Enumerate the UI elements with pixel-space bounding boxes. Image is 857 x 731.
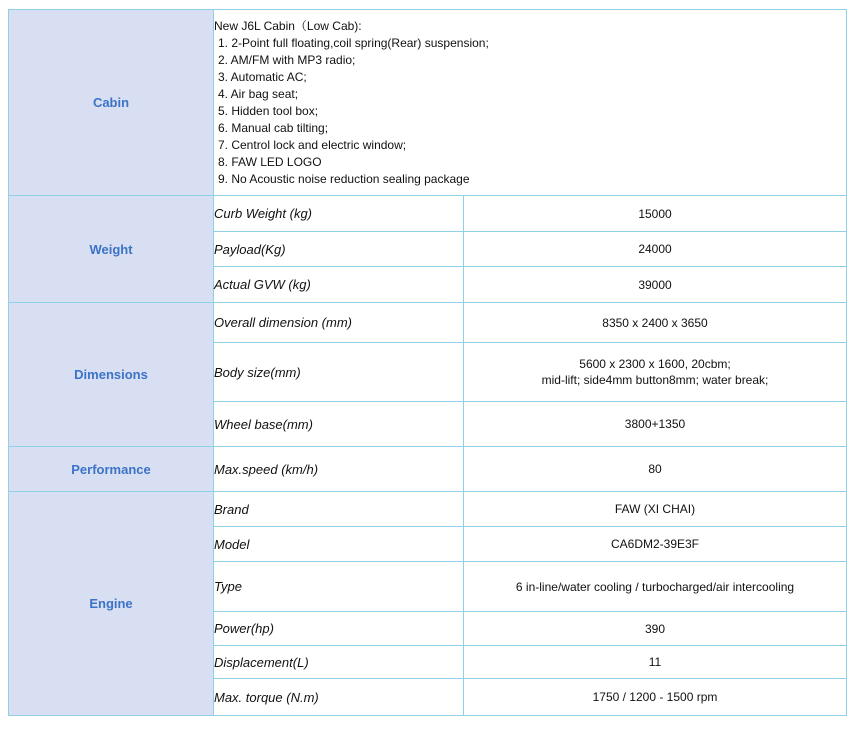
spec-value: 3800+1350: [464, 402, 847, 447]
table-row: [9, 196, 847, 232]
category-weight: Weight: [9, 196, 214, 303]
category-cabin: Cabin: [9, 10, 214, 196]
spec-value: 1750 / 1200 - 1500 rpm: [464, 679, 847, 716]
spec-value-line: mid-lift; side4mm button8mm; water break;: [541, 373, 769, 387]
spec-label: Type: [214, 562, 464, 612]
cabin-item: 7. Centrol lock and electric window;: [218, 137, 407, 152]
table-row: [9, 492, 847, 527]
spec-label: Body size(mm): [214, 343, 464, 402]
spec-label: Max.speed (km/h): [214, 447, 464, 492]
cabin-item: 1. 2-Point full floating,coil spring(Rear) suspension;: [218, 35, 489, 50]
spec-value: 390: [464, 612, 847, 646]
cabin-item: 6. Manual cab tilting;: [218, 120, 329, 135]
category-dimensions: Dimensions: [9, 303, 214, 447]
spec-label: Power(hp): [214, 612, 464, 646]
spec-table: [8, 9, 847, 716]
spec-value: 24000: [464, 232, 847, 267]
spec-label: Displacement(L): [214, 646, 464, 679]
category-engine: Engine: [9, 492, 214, 716]
spec-value-line: 5600 x 2300 x 1600, 20cbm;: [579, 357, 731, 371]
spec-label: Actual GVW (kg): [214, 267, 464, 303]
cabin-row: [9, 10, 847, 196]
cabin-title: New J6L Cabin（Low Cab):: [214, 18, 362, 33]
spec-label: Max. torque (N.m): [214, 679, 464, 716]
cabin-item: 2. AM/FM with MP3 radio;: [218, 52, 356, 67]
cabin-item: 4. Air bag seat;: [218, 86, 299, 101]
spec-label: Payload(Kg): [214, 232, 464, 267]
table-row: [9, 303, 847, 343]
spec-value: 11: [464, 646, 847, 679]
spec-value: 80: [464, 447, 847, 492]
spec-label: Wheel base(mm): [214, 402, 464, 447]
table-row: [9, 447, 847, 492]
spec-label: Overall dimension (mm): [214, 303, 464, 343]
spec-label: Model: [214, 527, 464, 562]
cabin-item: 5. Hidden tool box;: [218, 103, 319, 118]
cabin-item: 8. FAW LED LOGO: [218, 154, 322, 169]
cabin-item: 9. No Acoustic noise reduction sealing package: [218, 171, 470, 186]
cabin-item: 3. Automatic AC;: [218, 69, 307, 84]
spec-label: Curb Weight (kg): [214, 196, 464, 232]
spec-value: [464, 343, 847, 402]
spec-value: 15000: [464, 196, 847, 232]
spec-value: 39000: [464, 267, 847, 303]
category-performance: Performance: [9, 447, 214, 492]
spec-value: 6 in-line/water cooling / turbocharged/air intercooling: [464, 562, 847, 612]
spec-value: 8350 x 2400 x 3650: [464, 303, 847, 343]
spec-value: CA6DM2-39E3F: [464, 527, 847, 562]
spec-value: FAW (XI CHAI): [464, 492, 847, 527]
cabin-description: [214, 10, 847, 196]
spec-label: Brand: [214, 492, 464, 527]
